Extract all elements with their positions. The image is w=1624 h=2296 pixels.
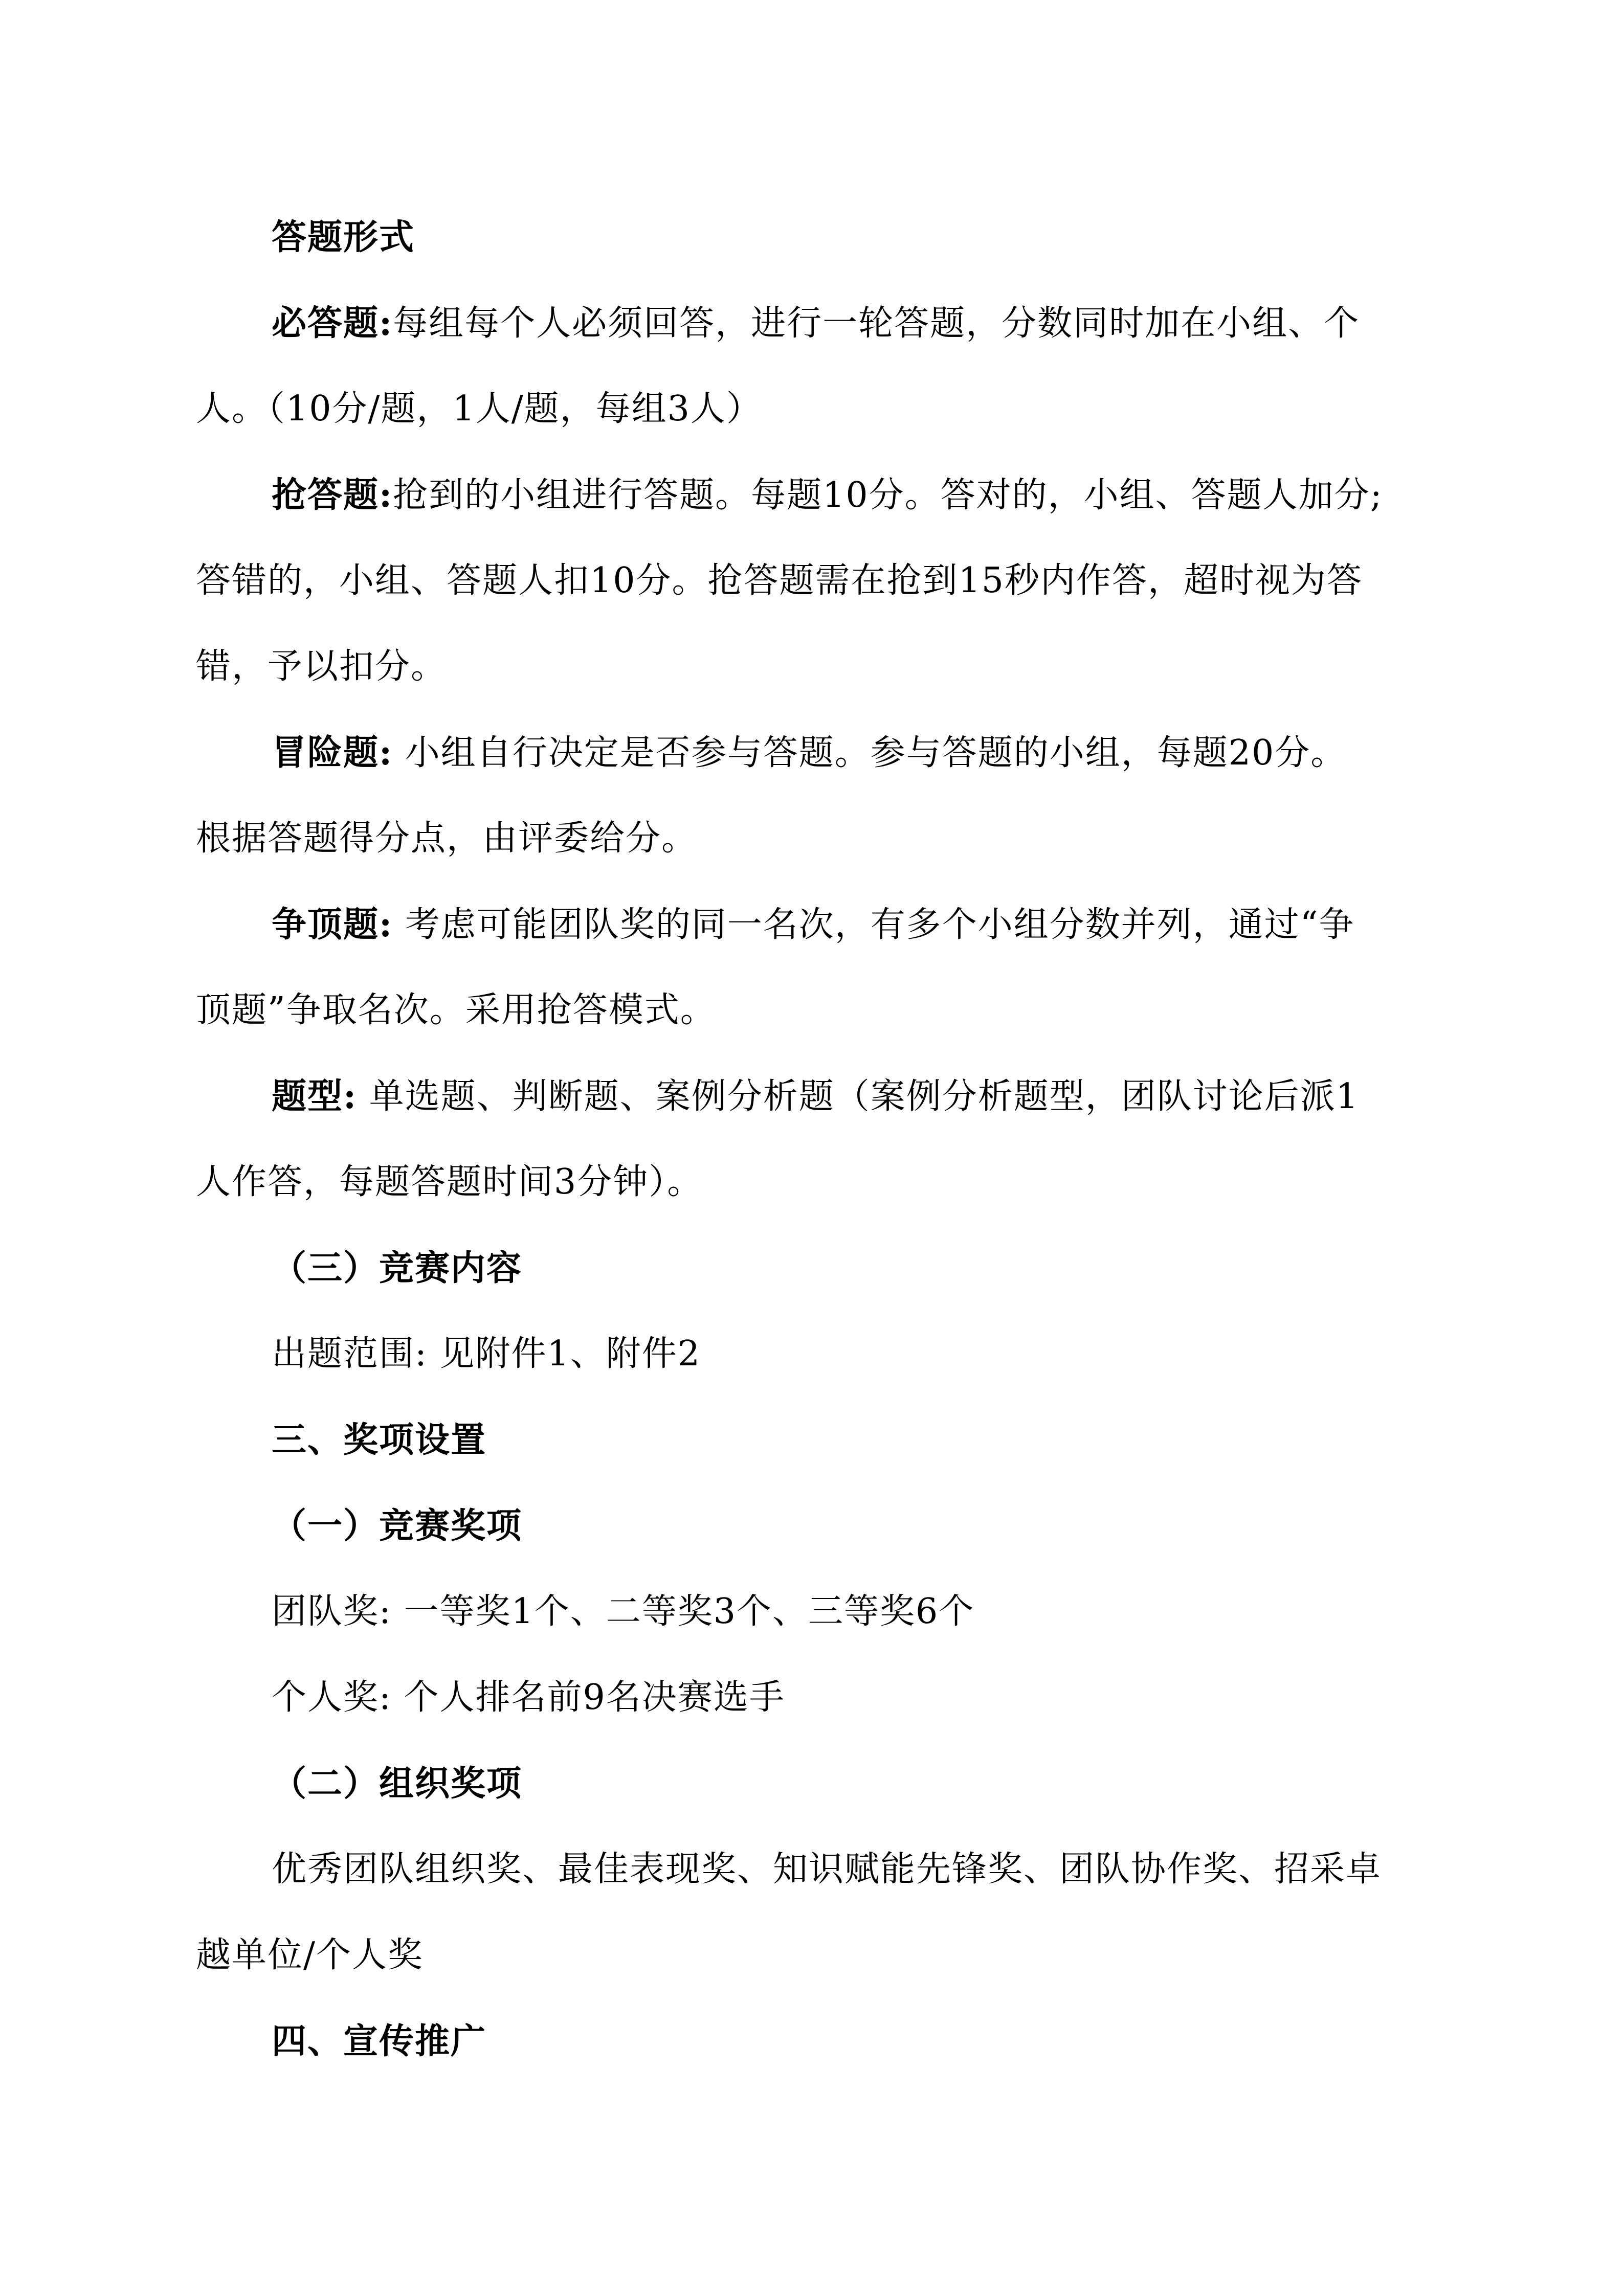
tiebreak-question-line-1 (196, 882, 1444, 967)
tiebreak-question-label: 争顶题: (272, 904, 393, 945)
competition-awards-heading: （一）竞赛奖项 (272, 1505, 523, 1546)
question-types-label: 题型: (272, 1076, 358, 1117)
awards-heading: 三、奖项设置 (272, 1420, 487, 1460)
buzzer-question-line-3: 错，予以扣分。 (196, 646, 447, 687)
question-types-text-1: 单选题、判断题、案例分析题（案例分析题型，团队讨论后派1 (369, 1076, 1360, 1117)
content-heading: （三）竞赛内容 (272, 1248, 523, 1289)
document-body (196, 194, 1444, 2084)
individual-award: 个人奖: 个人排名前9名决赛选手 (272, 1677, 785, 1718)
risk-question-line-2: 根据答题得分点，由评委给分。 (196, 818, 698, 859)
question-types-line-2: 人作答，每题答题时间3分钟）。 (196, 1162, 703, 1202)
team-award: 团队奖: 一等奖1个、二等奖3个、三等奖6个 (272, 1591, 975, 1632)
answer-format-heading: 答题形式 (272, 217, 415, 258)
risk-question-line-1 (196, 710, 1444, 796)
organization-awards-heading: （二）组织奖项 (272, 1763, 523, 1804)
buzzer-question-line-2: 答错的，小组、答题人扣10分。抢答题需在抢到15秒内作答，超时视为答 (196, 560, 1363, 601)
question-scope: 出题范围: 见附件1、附件2 (272, 1334, 701, 1374)
required-question-line-2: 人。（10分/题，1人/题，每组3人） (196, 389, 762, 429)
question-types-line-1 (196, 1053, 1444, 1139)
organization-awards-line-1: 优秀团队组织奖、最佳表现奖、知识赋能先锋奖、团队协作奖、招采卓 (272, 1849, 1382, 1889)
buzzer-question-text-1: 抢到的小组进行答题。每题10分。答对的，小组、答题人加分; (393, 475, 1383, 515)
required-question-text-1: 每组每个人必须回答，进行一轮答题，分数同时加在小组、个 (393, 303, 1360, 344)
required-question-label: 必答题: (272, 303, 393, 344)
risk-question-text-1: 小组自行决定是否参与答题。参与答题的小组，每题20分。 (405, 733, 1347, 773)
tiebreak-question-text-1: 考虑可能团队奖的同一名次，有多个小组分数并列，通过“争 (405, 905, 1355, 945)
tiebreak-question-line-2: 顶题”争取名次。采用抢答模式。 (196, 990, 716, 1030)
buzzer-question-line-1 (196, 452, 1444, 538)
organization-awards-line-2: 越单位/个人奖 (196, 1935, 424, 1975)
risk-question-label: 冒险题: (272, 732, 393, 773)
required-question-line-1 (196, 280, 1444, 366)
buzzer-question-label: 抢答题: (272, 475, 393, 515)
promotion-heading: 四、宣传推广 (272, 2021, 487, 2062)
